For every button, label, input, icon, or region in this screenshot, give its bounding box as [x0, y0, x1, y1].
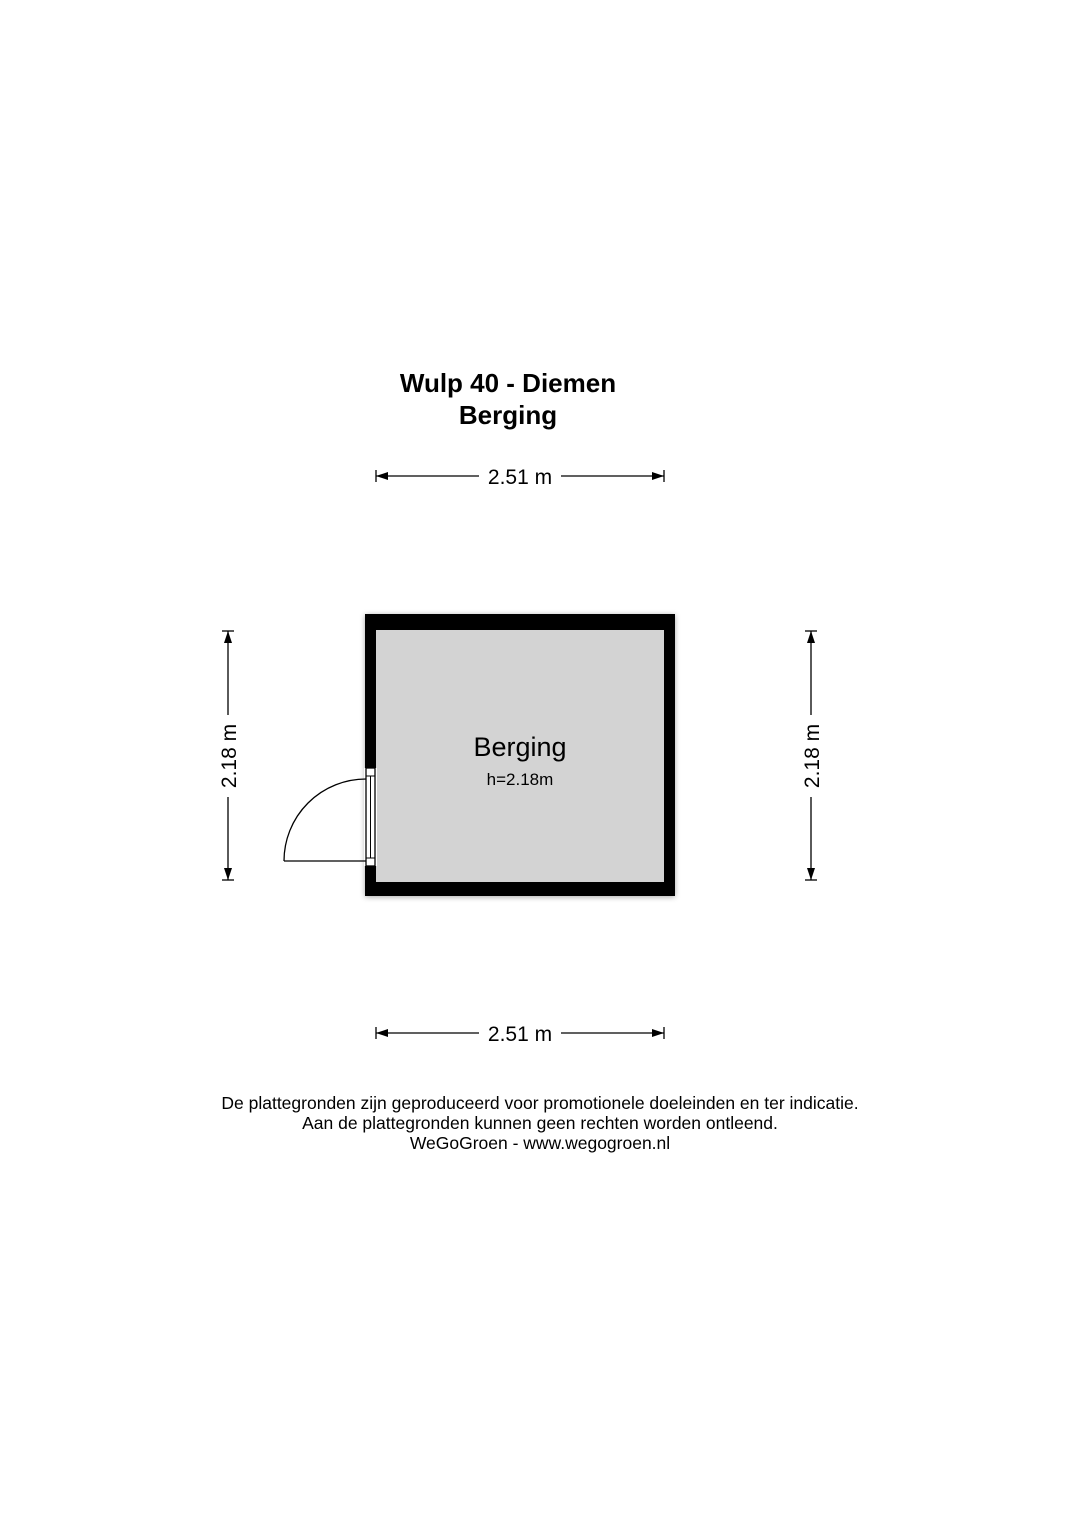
- company-credit: WeGoGroen - www.wegogroen.nl: [409, 1133, 671, 1153]
- dimension-top: [376, 466, 664, 489]
- dimension-right-label: 2.18 m: [801, 723, 824, 789]
- disclaimer-line-1: De plattegronden zijn geproduceerd voor promotionele doeleinden en ter indicatie.: [221, 1093, 859, 1113]
- room-height-label: h=2.18m: [486, 770, 554, 789]
- disclaimer-line-2: Aan de plattegronden kunnen geen rechten worden ontleend.: [302, 1113, 778, 1133]
- floorplan-subtitle: Berging: [458, 400, 558, 430]
- dimension-bottom: [376, 1023, 664, 1046]
- floorplan-title: Wulp 40 - Diemen: [399, 368, 617, 398]
- dimension-left-label: 2.18 m: [218, 723, 241, 789]
- dimension-right: [801, 631, 824, 880]
- room-name-label: Berging: [473, 732, 567, 762]
- dimension-left: [218, 631, 241, 880]
- door-swing-icon: [284, 779, 366, 861]
- dimension-bottom-label: 2.51 m: [487, 1023, 553, 1046]
- dimension-top-label: 2.51 m: [487, 466, 553, 489]
